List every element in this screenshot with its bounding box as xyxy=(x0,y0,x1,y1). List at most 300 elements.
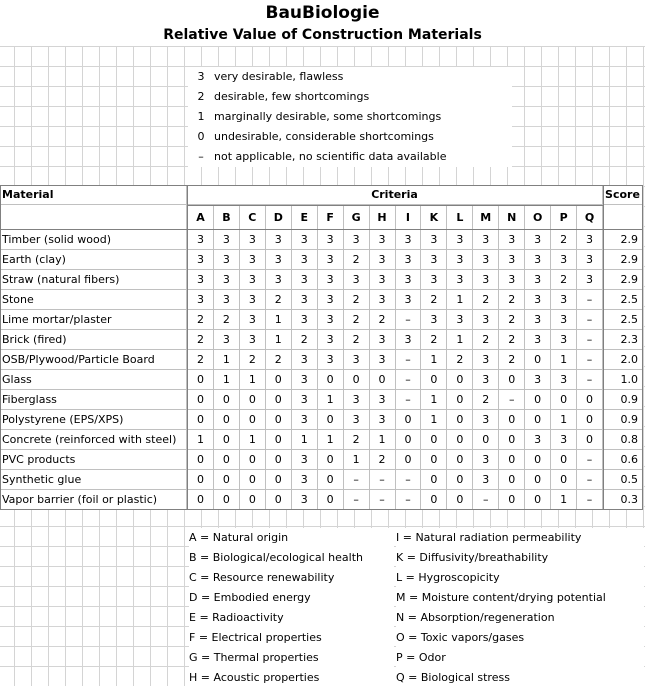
criteria-value: 3 xyxy=(292,410,318,430)
criteria-value: 0 xyxy=(344,370,370,390)
criteria-value: 0 xyxy=(551,470,577,490)
scale-meaning: undesirable, considerable shortcomings xyxy=(212,127,512,147)
criteria-key-item: D = Embodied energy xyxy=(189,588,394,608)
criteria-value: 3 xyxy=(473,450,499,470)
criteria-value: 0 xyxy=(240,390,266,410)
criteria-value: 2 xyxy=(240,350,266,370)
criteria-value: 0 xyxy=(447,370,473,390)
criteria-header: Criteria xyxy=(187,185,603,205)
criteria-value: 0 xyxy=(188,450,214,470)
criteria-value: 3 xyxy=(473,250,499,270)
criteria-value: 2 xyxy=(370,310,396,330)
criteria-value: 3 xyxy=(370,410,396,430)
score-value: 2.9 xyxy=(603,270,643,290)
criteria-value: 0 xyxy=(525,450,551,470)
score-value: 1.0 xyxy=(603,370,643,390)
criteria-value: 2 xyxy=(499,330,525,350)
criteria-value: 0 xyxy=(266,470,292,490)
material-name: Vapor barrier (foil or plastic) xyxy=(0,490,187,510)
criteria-value: 3 xyxy=(473,410,499,430)
criteria-value: 3 xyxy=(240,310,266,330)
criteria-value: 3 xyxy=(421,310,447,330)
criteria-value: 2 xyxy=(421,330,447,350)
criteria-value: 2 xyxy=(344,310,370,330)
row-separator xyxy=(0,229,643,230)
criteria-value: – xyxy=(577,450,603,470)
criteria-value: 3 xyxy=(240,230,266,250)
criteria-value: 0 xyxy=(318,450,344,470)
criteria-value: 3 xyxy=(292,250,318,270)
criteria-value: 3 xyxy=(551,430,577,450)
criteria-value: 3 xyxy=(421,250,447,270)
criteria-value: 0 xyxy=(214,470,240,490)
criteria-value: 0 xyxy=(396,450,422,470)
criteria-value: 1 xyxy=(447,290,473,310)
criteria-value: 3 xyxy=(473,370,499,390)
criteria-value: 0 xyxy=(266,410,292,430)
criteria-value: 0 xyxy=(240,410,266,430)
criteria-column-header: D xyxy=(266,205,292,230)
column-separator xyxy=(187,185,188,510)
criteria-column-header: N xyxy=(499,205,525,230)
criteria-value: 0 xyxy=(421,430,447,450)
criteria-value: 0 xyxy=(551,390,577,410)
criteria-value: 0 xyxy=(473,430,499,450)
criteria-value: 0 xyxy=(266,370,292,390)
criteria-value: 0 xyxy=(577,430,603,450)
criteria-value: 3 xyxy=(370,350,396,370)
criteria-value: 1 xyxy=(318,390,344,410)
criteria-column-header: I xyxy=(396,205,422,230)
criteria-value: 1 xyxy=(240,430,266,450)
criteria-value: 0 xyxy=(525,410,551,430)
criteria-value: – xyxy=(473,490,499,510)
criteria-value: 0 xyxy=(188,370,214,390)
criteria-value: 1 xyxy=(447,330,473,350)
score-value: 2.0 xyxy=(603,350,643,370)
score-header: Score xyxy=(603,185,643,205)
criteria-key-item: B = Biological/ecological health xyxy=(189,548,394,568)
criteria-value: 0 xyxy=(188,490,214,510)
criteria-value: 1 xyxy=(266,310,292,330)
page-title: BauBiologie xyxy=(265,3,380,23)
criteria-value: – xyxy=(577,350,603,370)
score-value: 0.5 xyxy=(603,470,643,490)
criteria-value: – xyxy=(396,310,422,330)
scale-symbol: 0 xyxy=(188,127,212,147)
criteria-value: – xyxy=(396,370,422,390)
criteria-value: 1 xyxy=(240,370,266,390)
criteria-value: 3 xyxy=(551,290,577,310)
material-name: Stone xyxy=(0,290,187,310)
scale-symbol: 3 xyxy=(188,67,212,87)
criteria-value: 0 xyxy=(447,470,473,490)
criteria-value: 0 xyxy=(525,470,551,490)
criteria-value: 2 xyxy=(344,290,370,310)
criteria-value: 3 xyxy=(396,250,422,270)
criteria-value: – xyxy=(577,370,603,390)
material-name: Lime mortar/plaster xyxy=(0,310,187,330)
criteria-value: 2 xyxy=(188,350,214,370)
criteria-value: 3 xyxy=(318,290,344,310)
criteria-value: 0 xyxy=(214,430,240,450)
criteria-value: 0 xyxy=(421,370,447,390)
criteria-value: 2 xyxy=(473,330,499,350)
criteria-value: 3 xyxy=(525,330,551,350)
criteria-value: 3 xyxy=(292,470,318,490)
criteria-value: 3 xyxy=(292,450,318,470)
criteria-value: 3 xyxy=(214,330,240,350)
criteria-value: 2 xyxy=(499,290,525,310)
criteria-value: 0 xyxy=(240,470,266,490)
criteria-value: 3 xyxy=(344,350,370,370)
criteria-value: 3 xyxy=(188,270,214,290)
criteria-value: 1 xyxy=(421,410,447,430)
criteria-value: 3 xyxy=(318,270,344,290)
criteria-value: 2 xyxy=(188,310,214,330)
criteria-key-item: G = Thermal properties xyxy=(189,648,394,668)
criteria-column-header: Q xyxy=(577,205,603,230)
score-value: 0.6 xyxy=(603,450,643,470)
material-name: Fiberglass xyxy=(0,390,187,410)
criteria-key-item: P = Odor xyxy=(396,648,644,668)
criteria-key-item: I = Natural radiation permeability xyxy=(396,528,644,548)
criteria-value: 3 xyxy=(214,270,240,290)
criteria-value: 3 xyxy=(499,250,525,270)
criteria-value: 3 xyxy=(525,310,551,330)
material-name: Brick (fired) xyxy=(0,330,187,350)
criteria-key-item: O = Toxic vapors/gases xyxy=(396,628,644,648)
criteria-value: 2 xyxy=(421,290,447,310)
criteria-value: 1 xyxy=(551,350,577,370)
criteria-value: 3 xyxy=(525,290,551,310)
criteria-value: – xyxy=(396,390,422,410)
criteria-key-item: E = Radioactivity xyxy=(189,608,394,628)
criteria-key-item: C = Resource renewability xyxy=(189,568,394,588)
criteria-value: 3 xyxy=(240,290,266,310)
criteria-value: 3 xyxy=(318,230,344,250)
criteria-value: 0 xyxy=(318,470,344,490)
criteria-value: 2 xyxy=(344,330,370,350)
criteria-value: 3 xyxy=(396,290,422,310)
criteria-value: – xyxy=(577,470,603,490)
criteria-value: 2 xyxy=(344,250,370,270)
criteria-value: 3 xyxy=(473,350,499,370)
criteria-value: 0 xyxy=(447,430,473,450)
criteria-value: 0 xyxy=(525,490,551,510)
criteria-column-header: B xyxy=(214,205,240,230)
criteria-column-header: G xyxy=(344,205,370,230)
criteria-value: 2 xyxy=(551,270,577,290)
criteria-value: 3 xyxy=(240,330,266,350)
criteria-value: 3 xyxy=(473,470,499,490)
criteria-value: 3 xyxy=(447,250,473,270)
criteria-value: 3 xyxy=(421,230,447,250)
column-separator xyxy=(603,185,604,510)
criteria-value: 0 xyxy=(214,450,240,470)
criteria-value: 1 xyxy=(214,350,240,370)
criteria-value: 3 xyxy=(292,370,318,390)
criteria-value: 1 xyxy=(214,370,240,390)
criteria-value: 3 xyxy=(370,330,396,350)
criteria-value: 3 xyxy=(551,250,577,270)
criteria-value: 3 xyxy=(499,230,525,250)
criteria-value: 1 xyxy=(292,430,318,450)
criteria-value: 3 xyxy=(473,230,499,250)
criteria-value: 1 xyxy=(421,350,447,370)
criteria-value: 2 xyxy=(266,290,292,310)
criteria-value: – xyxy=(396,470,422,490)
criteria-value: 2 xyxy=(499,310,525,330)
criteria-value: 3 xyxy=(318,310,344,330)
criteria-value: 0 xyxy=(421,490,447,510)
criteria-column-header: E xyxy=(292,205,318,230)
criteria-value: – xyxy=(344,490,370,510)
criteria-value: – xyxy=(370,490,396,510)
criteria-value: 0 xyxy=(447,390,473,410)
criteria-value: 3 xyxy=(188,250,214,270)
criteria-value: 3 xyxy=(344,390,370,410)
criteria-value: 3 xyxy=(292,490,318,510)
score-value: 0.9 xyxy=(603,390,643,410)
material-name: Synthetic glue xyxy=(0,470,187,490)
criteria-value: 2 xyxy=(370,450,396,470)
criteria-value: 0 xyxy=(551,450,577,470)
criteria-value: 3 xyxy=(344,230,370,250)
criteria-value: 3 xyxy=(188,290,214,310)
score-value: 0.3 xyxy=(603,490,643,510)
criteria-value: 0 xyxy=(421,470,447,490)
criteria-key-item: H = Acoustic properties xyxy=(189,668,394,688)
score-header-blank xyxy=(603,205,643,230)
criteria-value: 3 xyxy=(551,370,577,390)
material-name: PVC products xyxy=(0,450,187,470)
criteria-value: 3 xyxy=(318,330,344,350)
criteria-value: 2 xyxy=(473,290,499,310)
score-value: 0.9 xyxy=(603,410,643,430)
criteria-value: 3 xyxy=(344,410,370,430)
criteria-value: 0 xyxy=(318,370,344,390)
material-name: Straw (natural fibers) xyxy=(0,270,187,290)
criteria-key-item: M = Moisture content/drying potential xyxy=(396,588,644,608)
criteria-value: 0 xyxy=(577,410,603,430)
criteria-value: 3 xyxy=(370,290,396,310)
criteria-value: 0 xyxy=(447,410,473,430)
criteria-value: 1 xyxy=(344,450,370,470)
criteria-key-item: N = Absorption/regeneration xyxy=(396,608,644,628)
criteria-value: – xyxy=(499,390,525,410)
score-value: 2.5 xyxy=(603,290,643,310)
criteria-value: 3 xyxy=(525,270,551,290)
criteria-value: 1 xyxy=(370,430,396,450)
score-value: 0.8 xyxy=(603,430,643,450)
material-name: Polystyrene (EPS/XPS) xyxy=(0,410,187,430)
criteria-column-header: L xyxy=(447,205,473,230)
criteria-value: 0 xyxy=(499,490,525,510)
criteria-value: 3 xyxy=(447,230,473,250)
criteria-value: 3 xyxy=(214,230,240,250)
criteria-value: 3 xyxy=(577,230,603,250)
criteria-value: 0 xyxy=(240,490,266,510)
criteria-value: 0 xyxy=(499,450,525,470)
criteria-value: 0 xyxy=(266,430,292,450)
criteria-value: 0 xyxy=(188,410,214,430)
criteria-value: 3 xyxy=(292,310,318,330)
scale-symbol: – xyxy=(188,147,212,167)
score-value: 2.5 xyxy=(603,310,643,330)
criteria-value: 2 xyxy=(214,310,240,330)
criteria-value: 0 xyxy=(499,470,525,490)
criteria-key-item: A = Natural origin xyxy=(189,528,394,548)
criteria-value: 2 xyxy=(266,350,292,370)
criteria-value: 2 xyxy=(292,330,318,350)
criteria-value: 3 xyxy=(292,290,318,310)
criteria-value: 3 xyxy=(396,270,422,290)
criteria-value: 3 xyxy=(266,270,292,290)
criteria-value: 1 xyxy=(318,430,344,450)
criteria-column-header: P xyxy=(551,205,577,230)
criteria-value: 1 xyxy=(266,330,292,350)
criteria-value: 3 xyxy=(473,310,499,330)
criteria-value: 3 xyxy=(370,270,396,290)
criteria-value: 2 xyxy=(499,350,525,370)
criteria-value: 3 xyxy=(473,270,499,290)
criteria-value: 3 xyxy=(370,390,396,410)
criteria-value: 3 xyxy=(577,250,603,270)
criteria-value: 0 xyxy=(577,390,603,410)
criteria-value: – xyxy=(577,290,603,310)
criteria-value: 3 xyxy=(551,330,577,350)
criteria-value: 3 xyxy=(525,430,551,450)
criteria-value: 0 xyxy=(266,390,292,410)
criteria-value: 3 xyxy=(396,330,422,350)
criteria-value: 0 xyxy=(214,490,240,510)
criteria-column-header: O xyxy=(525,205,551,230)
criteria-column-header: A xyxy=(188,205,214,230)
criteria-key-item: F = Electrical properties xyxy=(189,628,394,648)
criteria-value: – xyxy=(577,330,603,350)
criteria-value: – xyxy=(396,350,422,370)
criteria-value: 3 xyxy=(292,350,318,370)
criteria-value: 0 xyxy=(370,370,396,390)
criteria-value: 0 xyxy=(447,450,473,470)
criteria-value: 3 xyxy=(240,270,266,290)
criteria-value: 0 xyxy=(525,390,551,410)
criteria-column-header: C xyxy=(240,205,266,230)
criteria-value: – xyxy=(370,470,396,490)
criteria-value: 3 xyxy=(551,310,577,330)
criteria-value: – xyxy=(577,310,603,330)
criteria-value: 0 xyxy=(188,390,214,410)
material-header: Material xyxy=(0,185,187,205)
criteria-value: 3 xyxy=(525,230,551,250)
criteria-value: 1 xyxy=(551,490,577,510)
material-name: Earth (clay) xyxy=(0,250,187,270)
scale-symbol: 2 xyxy=(188,87,212,107)
criteria-value: 1 xyxy=(551,410,577,430)
criteria-key-item: K = Diffusivity/breathability xyxy=(396,548,644,568)
criteria-value: 0 xyxy=(318,410,344,430)
material-header-blank xyxy=(0,205,187,230)
criteria-value: 3 xyxy=(577,270,603,290)
criteria-value: 0 xyxy=(188,470,214,490)
criteria-value: 3 xyxy=(214,250,240,270)
material-name: OSB/Plywood/Particle Board xyxy=(0,350,187,370)
criteria-value: 0 xyxy=(421,450,447,470)
criteria-column-header: K xyxy=(421,205,447,230)
page-subtitle: Relative Value of Construction Materials xyxy=(163,27,482,43)
criteria-value: 3 xyxy=(370,250,396,270)
criteria-key-item: Q = Biological stress xyxy=(396,668,644,688)
criteria-value: 0 xyxy=(266,450,292,470)
criteria-value: 3 xyxy=(344,270,370,290)
material-name: Timber (solid wood) xyxy=(0,230,187,250)
row-separator xyxy=(187,205,603,206)
criteria-value: 3 xyxy=(214,290,240,310)
material-name: Concrete (reinforced with steel) xyxy=(0,430,187,450)
scale-meaning: desirable, few shortcomings xyxy=(212,87,512,107)
criteria-value: 0 xyxy=(214,410,240,430)
criteria-column-header: H xyxy=(370,205,396,230)
criteria-value: 3 xyxy=(447,310,473,330)
criteria-value: 0 xyxy=(240,450,266,470)
criteria-value: 2 xyxy=(188,330,214,350)
criteria-value: 3 xyxy=(447,270,473,290)
criteria-value: – xyxy=(396,490,422,510)
criteria-value: 0 xyxy=(396,410,422,430)
criteria-value: 0 xyxy=(447,490,473,510)
criteria-value: 0 xyxy=(499,430,525,450)
score-value: 2.9 xyxy=(603,250,643,270)
criteria-value: 3 xyxy=(292,390,318,410)
criteria-value: 0 xyxy=(396,430,422,450)
criteria-value: 3 xyxy=(318,250,344,270)
criteria-value: 0 xyxy=(318,490,344,510)
criteria-value: 3 xyxy=(525,250,551,270)
criteria-column-header: F xyxy=(318,205,344,230)
scale-meaning: very desirable, flawless xyxy=(212,67,512,87)
criteria-value: 3 xyxy=(318,350,344,370)
criteria-value: 3 xyxy=(292,230,318,250)
criteria-key-item: L = Hygroscopicity xyxy=(396,568,644,588)
score-value: 2.3 xyxy=(603,330,643,350)
criteria-value: 0 xyxy=(266,490,292,510)
criteria-value: 3 xyxy=(421,270,447,290)
material-name: Glass xyxy=(0,370,187,390)
criteria-value: 3 xyxy=(266,230,292,250)
criteria-column-header: M xyxy=(473,205,499,230)
criteria-value: 3 xyxy=(292,270,318,290)
criteria-value: 2 xyxy=(447,350,473,370)
criteria-value: 2 xyxy=(473,390,499,410)
criteria-value: 3 xyxy=(266,250,292,270)
criteria-value: 0 xyxy=(525,350,551,370)
criteria-value: – xyxy=(344,470,370,490)
criteria-value: 0 xyxy=(499,370,525,390)
score-value: 2.9 xyxy=(603,230,643,250)
scale-meaning: marginally desirable, some shortcomings xyxy=(212,107,512,127)
criteria-value: – xyxy=(577,490,603,510)
criteria-value: 3 xyxy=(525,370,551,390)
criteria-value: 1 xyxy=(188,430,214,450)
criteria-value: 3 xyxy=(188,230,214,250)
criteria-value: 3 xyxy=(499,270,525,290)
criteria-value: 3 xyxy=(240,250,266,270)
criteria-value: 1 xyxy=(421,390,447,410)
scale-meaning: not applicable, no scientific data available xyxy=(212,147,512,167)
criteria-value: 3 xyxy=(370,230,396,250)
criteria-value: 0 xyxy=(499,410,525,430)
